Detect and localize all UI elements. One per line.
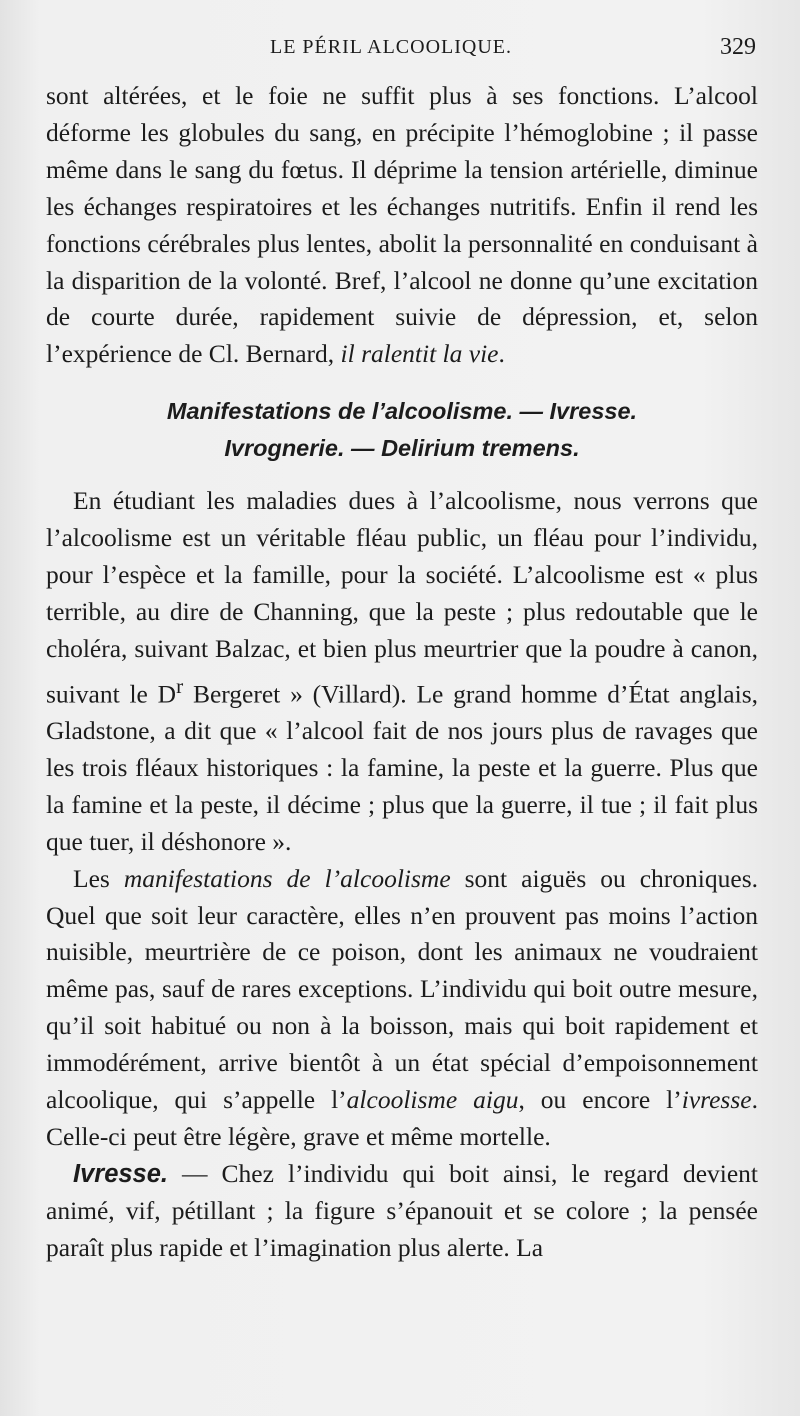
paragraph-text: , ou encore l’ (518, 1085, 682, 1115)
paragraph-continued (46, 78, 758, 373)
running-title: LE PÉRIL ALCOOLIQUE. (270, 36, 513, 58)
paragraph-text: — Chez l’individu qui boit ainsi, le regard devient animé, vif, pétillant ; la figure s’épanouit et se colore ; la pensée paraît plus rapide et l’imagination plus alerte. La (46, 1158, 758, 1262)
paragraph-text: En étudiant les maladies dues à l’alcoolisme, nous verrons que l’alcoolisme est un véritable fléau public, un fléau pour l’individu, pour l’espèce et la famille, pour la société. L’alcoolisme est « plus terrible, au dire de Channing, que la peste ; plus redoutable que le choléra, suivant Balzac, et bien plus meurtrier que la poudre à canon, suivant le D (46, 486, 758, 709)
paragraph-ivresse (46, 1156, 758, 1267)
page-header (0, 34, 800, 74)
italic-phrase: alcoolisme aigu (346, 1085, 519, 1115)
section-heading-line-1: Manifestations de l’alcoolisme. — Ivresse. (166, 398, 638, 425)
paragraph-manifestations (46, 861, 758, 1156)
section-heading-line-2: Ivrognerie. — Delirium tremens. (224, 435, 580, 462)
italic-phrase: manifestations de l’alcoolisme (123, 863, 451, 893)
page-number: 329 (720, 34, 756, 60)
paragraph-text: sont aiguës ou chroniques. Quel que soit leur caractère, elles n’en prouvent pas moins l’action nuisible, meurtrière de ce poison, dont les animaux ne voudraient même pas, sauf de rares exceptions. L’individu qui boit outre mesure, qu’il soit habitué ou non à la boisson, mais qui boit rapidement et immodérément, arrive bientôt à un état spécial d’empoisonnement alcoolique, qui s’appelle l’ (46, 863, 758, 1115)
italic-phrase: ivresse (681, 1085, 752, 1115)
paragraph-text: Les (73, 863, 124, 893)
paragraph-text: sont altérées, et le foie ne suffit plus à ses fonctions. L’alcool déforme les globules du sang, en précipite l’hémoglobine ; il passe même dans le sang du fœtus. Il déprime la tension artérielle, diminue les échanges respiratoires et les échanges nutritifs. Enfin il rend les fonctions cérébrales plus lentes, abolit la personnalité en conduisant à la disparition de la volonté. Bref, l’alcool ne donne qu’une excitation de courte durée, rapidement suivie de dépression, et, selon l’expérience de Cl. Bernard, (46, 81, 758, 369)
run-in-heading: Ivresse. (73, 1159, 169, 1188)
paragraph-end: . (498, 339, 505, 369)
italic-phrase: il ralentit la vie (340, 339, 499, 369)
superscript: r (176, 673, 184, 698)
section-heading (46, 393, 758, 467)
paragraph-text: . Celle-ci peut être légère, grave et même mortelle. (46, 1085, 758, 1151)
body-text (46, 78, 758, 1267)
paragraph-alcoolisme-fleau (46, 483, 758, 861)
paragraph-text: Bergeret » (Villard). Le grand homme d’État anglais, Gladstone, a dit que « l’alcool fait de nos jours plus de ravages que les trois fléaux historiques : la famine, la peste et la guerre. Plus que la famine et la peste, il décime ; plus que la guerre, il tue ; il fait plus que tuer, il déshonore ». (46, 679, 758, 856)
